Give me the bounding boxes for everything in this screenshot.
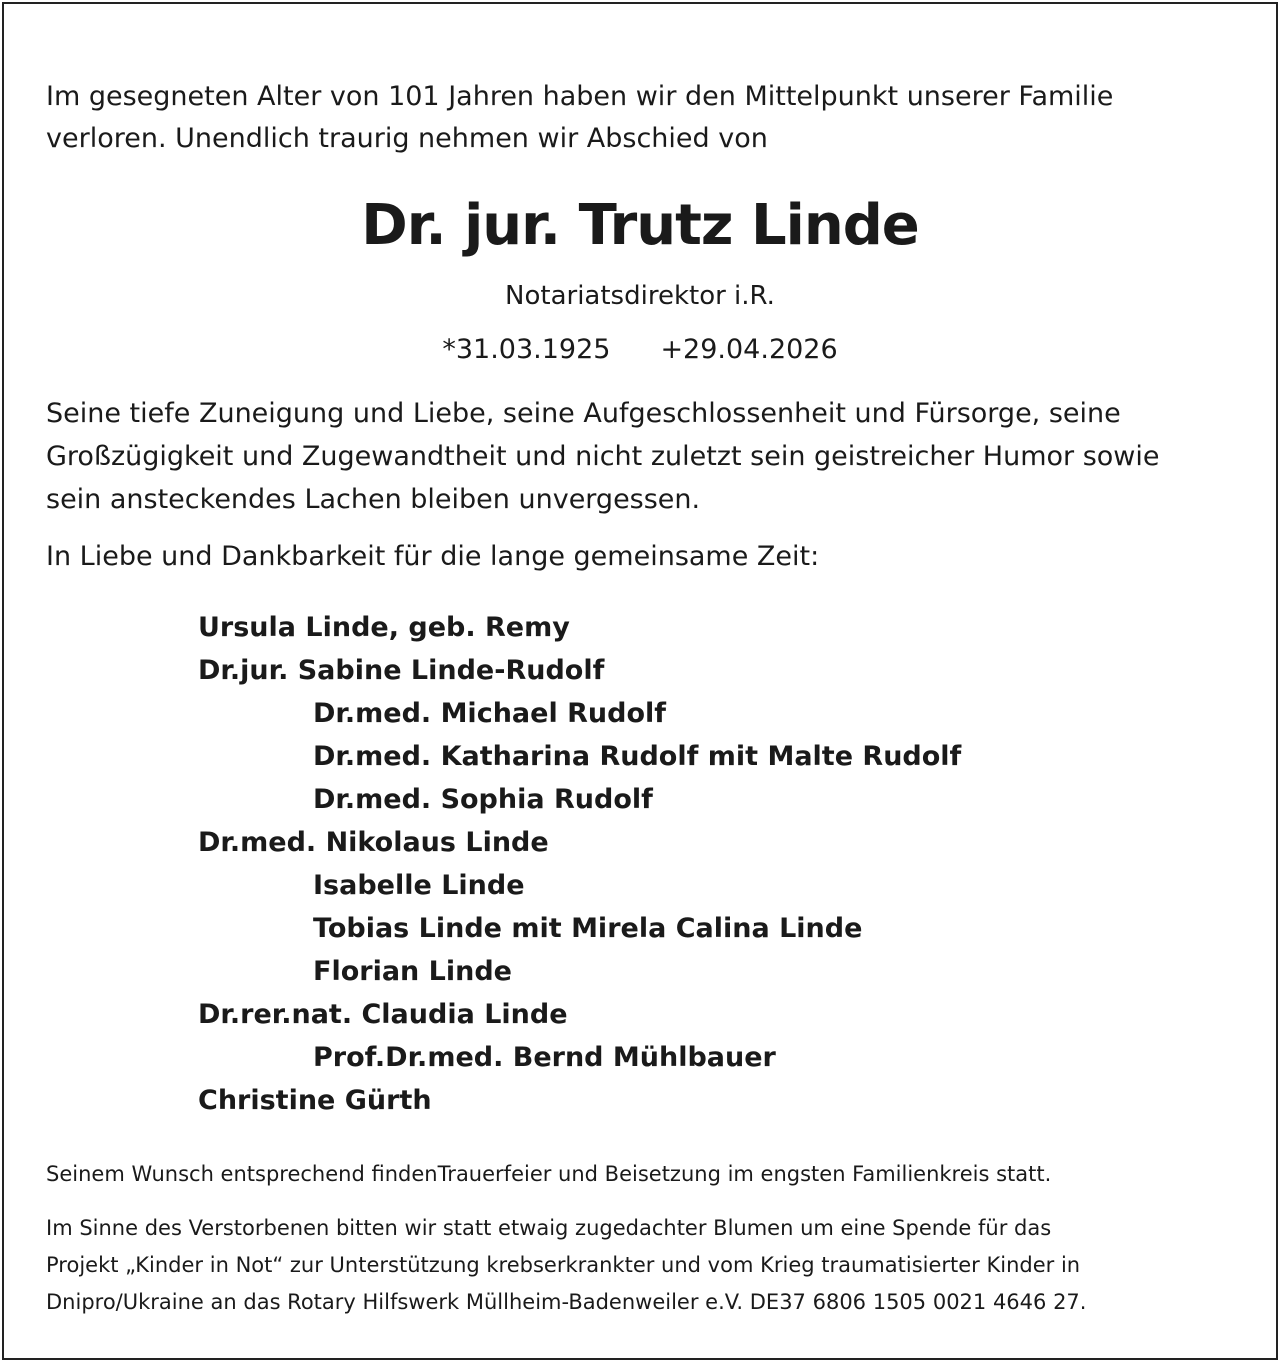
mourner-name: Florian Linde [313,956,512,987]
intro-text [46,76,1113,160]
mourner-name: Dr.med. Katharina Rudolf mit Malte Rudolf [313,741,962,772]
mourner-name: Prof.Dr.med. Bernd Mühlbauer [313,1042,776,1073]
deceased-title: Notariatsdirektor i.R. [505,281,775,311]
tribute-text [46,392,1160,521]
tribute-line: Großzügigkeit und Zugewandtheit und nicht zuletzt sein geistreicher Humor sowie [46,441,1160,472]
intro-line: Im gesegneten Alter von 101 Jahren haben wir den Mittelpunkt unserer Familie [46,81,1114,112]
donation-line: Projekt „Kinder in Not“ zur Unterstützung krebserkrankter und vom Krieg traumatisierter Kinder in [46,1253,1081,1277]
donation-line: Dnipro/Ukraine an das Rotary Hilfswerk Müllheim-Badenweiler e.V. DE37 6806 1505 0021 4646 27. [46,1290,1087,1314]
mourner-name: Dr.rer.nat. Claudia Linde [198,999,568,1030]
mourner-name: Dr.med. Michael Rudolf [313,698,666,729]
mourner-name: Dr.med. Nikolaus Linde [198,827,549,858]
deceased-name: Dr. jur. Trutz Linde [361,193,919,258]
tribute-line: sein ansteckendes Lachen bleiben unvergessen. [46,484,701,515]
mourner-name: Isabelle Linde [313,870,525,901]
thanks-line: In Liebe und Dankbarkeit für die lange gemeinsame Zeit: [46,541,820,572]
mourner-name: Christine Gürth [198,1085,432,1116]
life-dates [0,330,1280,370]
mourner-name: Ursula Linde, geb. Remy [198,612,570,643]
mourner-name: Tobias Linde mit Mirela Calina Linde [313,913,863,944]
mourner-name: Dr.jur. Sabine Linde-Rudolf [198,655,605,686]
mourners-list [0,606,1280,1122]
intro-line: verloren. Unendlich traurig nehmen wir Abschied von [46,123,768,154]
donation-request [46,1210,1086,1321]
birth-date: *31.03.1925 [442,334,611,365]
tribute-line: Seine tiefe Zuneigung und Liebe, seine Aufgeschlossenheit und Fürsorge, seine [46,398,1121,429]
donation-line: Im Sinne des Verstorbenen bitten wir statt etwaig zugedachter Blumen um eine Spende für das [46,1216,1052,1240]
mourner-name: Dr.med. Sophia Rudolf [313,784,653,815]
funeral-note: Seinem Wunsch entsprechend findenTrauerfeier und Beisetzung im engsten Familienkreis statt. [46,1162,1052,1186]
death-date: +29.04.2026 [660,334,838,365]
